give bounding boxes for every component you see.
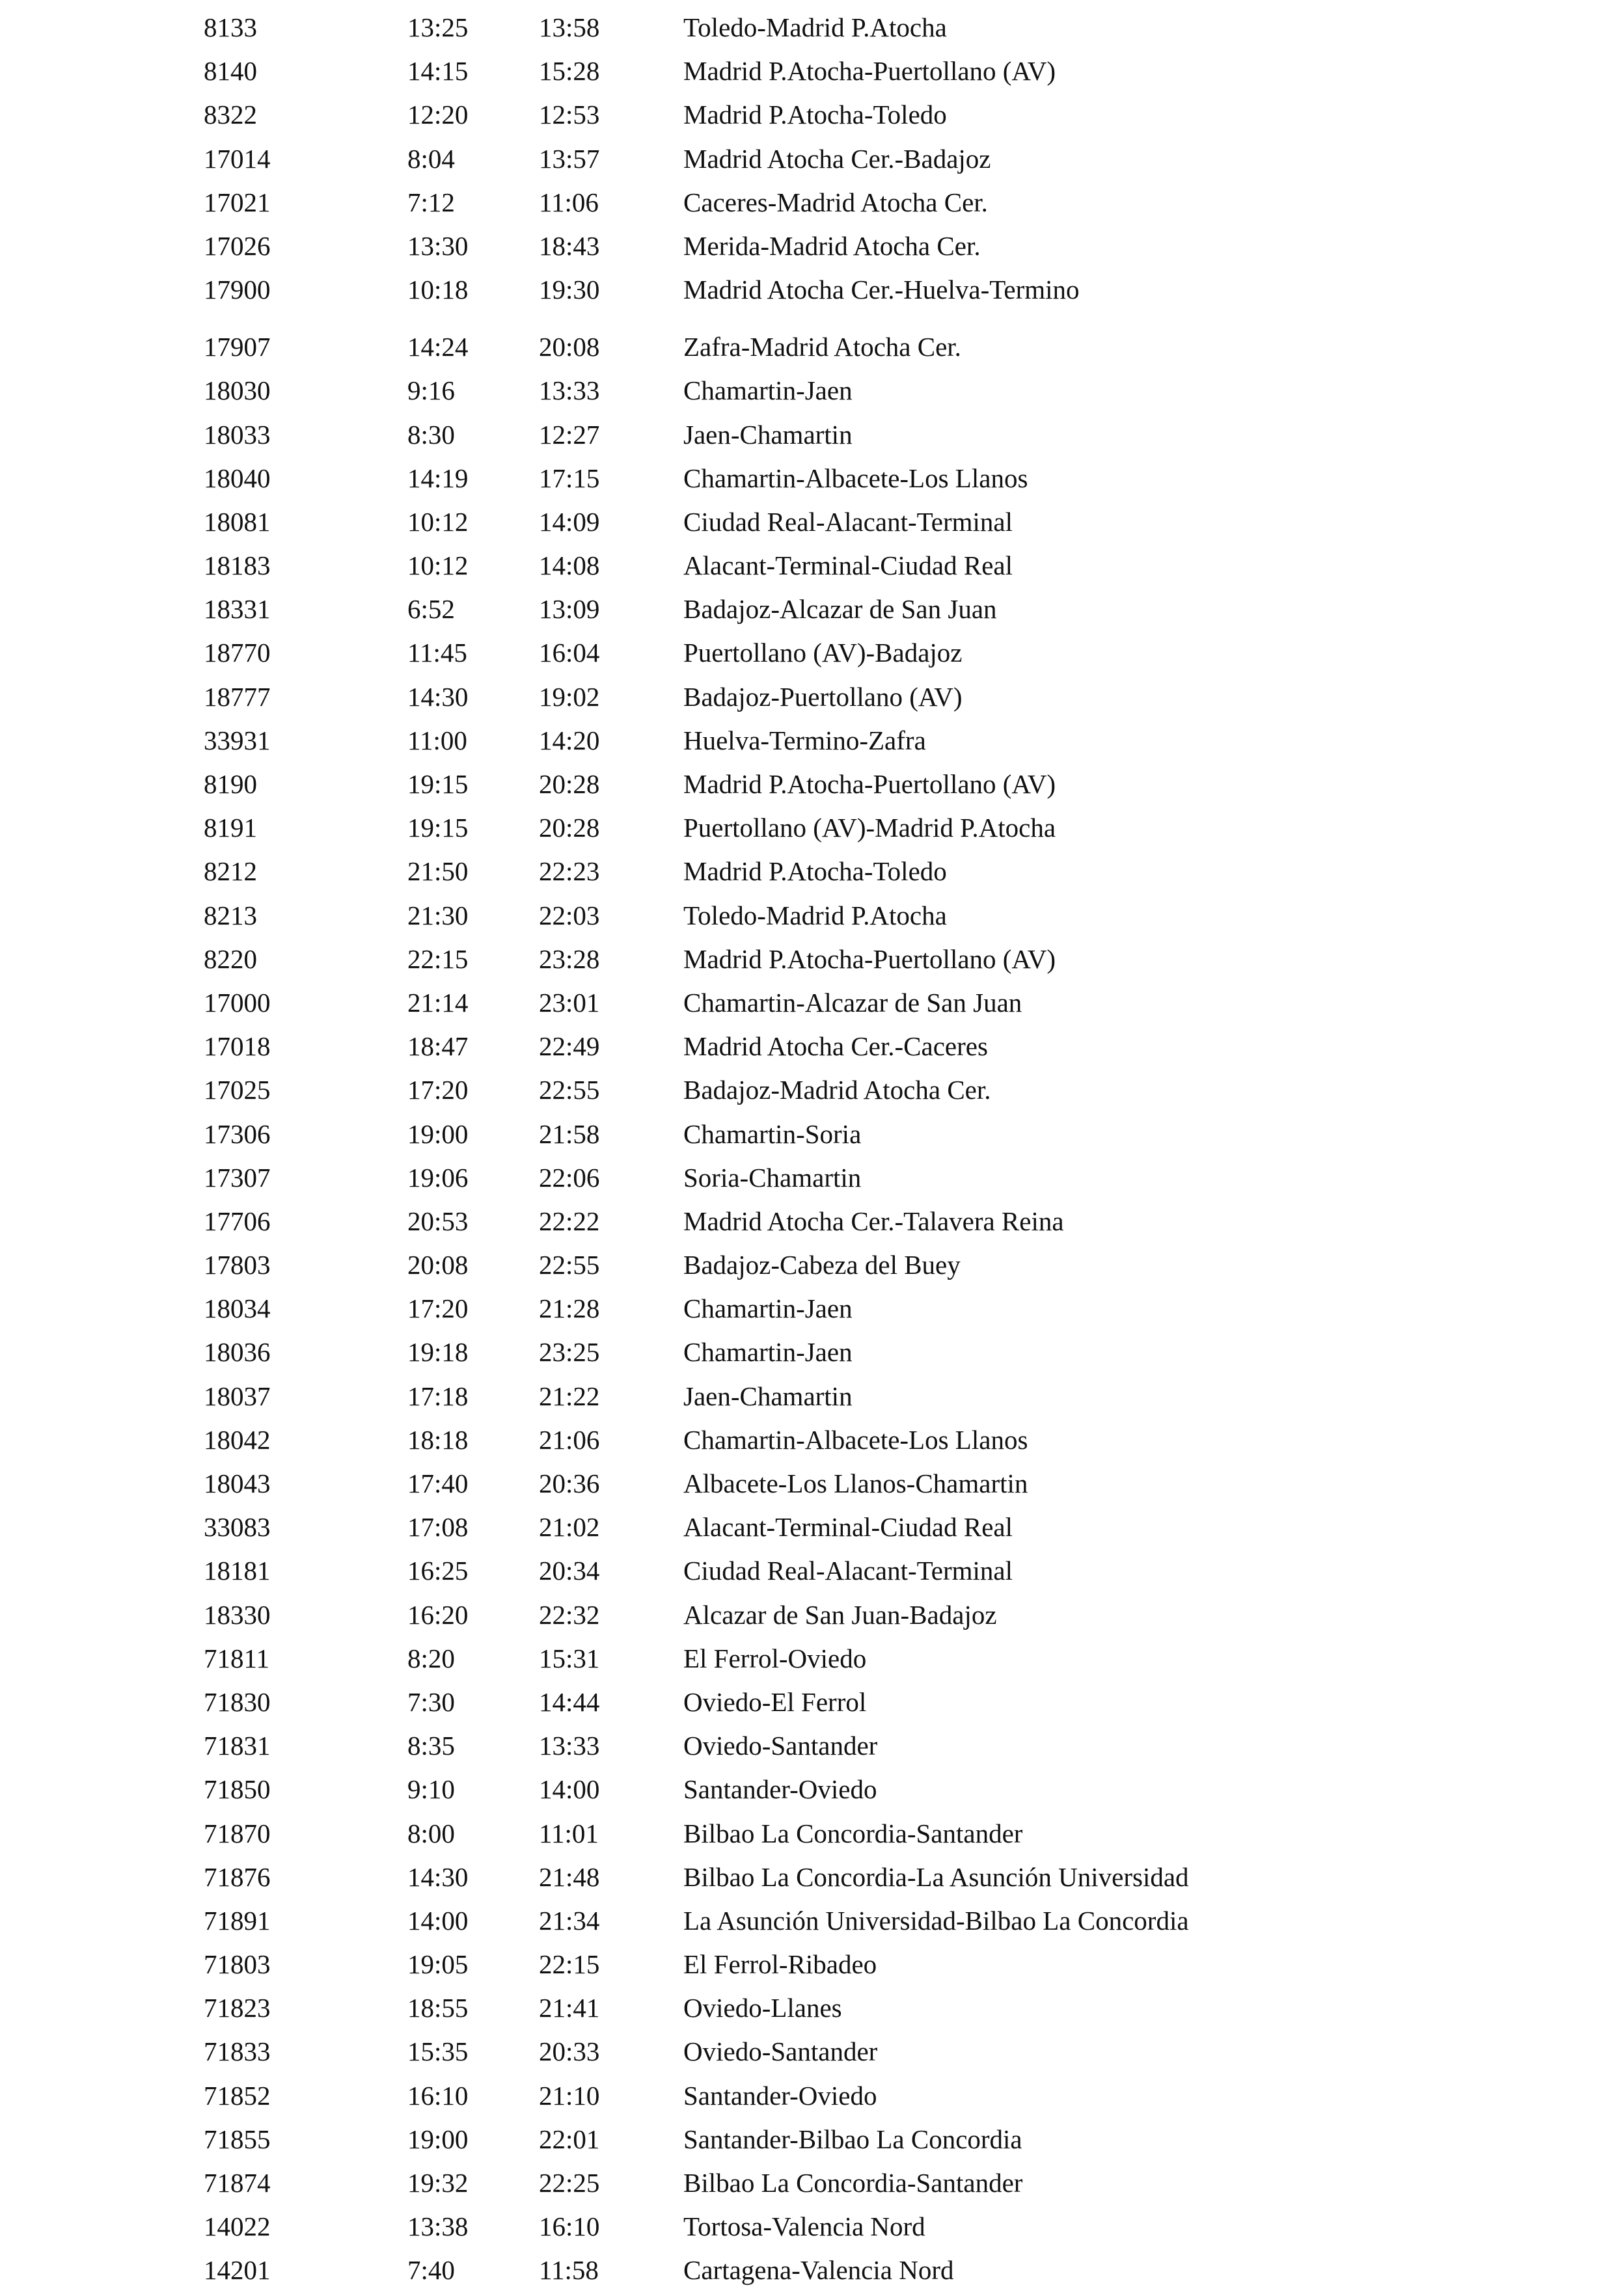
arrival-time-cell: 12:27 <box>539 419 600 450</box>
train-number-cell: 71874 <box>204 2168 271 2198</box>
table-row <box>0 1727 1614 1771</box>
route-cell: Chamartin-Jaen <box>683 1337 853 1368</box>
departure-time-cell: 17:20 <box>407 1293 469 1324</box>
arrival-time-cell: 20:36 <box>539 1468 600 1498</box>
arrival-time-cell: 20:08 <box>539 332 600 362</box>
train-number-cell: 17900 <box>204 275 271 305</box>
train-number-cell: 8213 <box>204 900 257 930</box>
departure-time-cell: 7:30 <box>407 1686 455 1717</box>
train-number-cell: 17026 <box>204 230 271 261</box>
departure-time-cell: 8:04 <box>407 143 455 174</box>
train-number-cell: 71811 <box>204 1643 269 1673</box>
departure-time-cell: 8:35 <box>407 1731 455 1761</box>
route-cell: Madrid Atocha Cer.-Talavera Reina <box>683 1206 1064 1236</box>
arrival-time-cell: 17:15 <box>539 463 600 493</box>
departure-time-cell: 17:20 <box>407 1075 469 1105</box>
arrival-time-cell: 11:01 <box>539 1818 599 1848</box>
route-cell: Chamartin-Soria <box>683 1118 862 1149</box>
departure-time-cell: 9:10 <box>407 1774 455 1805</box>
route-cell: Toledo-Madrid P.Atocha <box>683 12 947 42</box>
table-row <box>0 9 1614 53</box>
route-cell: Chamartin-Albacete-Los Llanos <box>683 1424 1028 1455</box>
table-row <box>0 1203 1614 1247</box>
departure-time-cell: 7:12 <box>407 187 455 217</box>
arrival-time-cell: 21:48 <box>539 1861 600 1892</box>
train-number-cell: 18042 <box>204 1424 271 1455</box>
train-number-cell: 18183 <box>204 550 271 581</box>
route-cell: Chamartin-Alcazar de San Juan <box>683 987 1022 1018</box>
arrival-time-cell: 14:44 <box>539 1686 600 1717</box>
table-row <box>0 1815 1614 1859</box>
departure-time-cell: 19:15 <box>407 769 469 799</box>
departure-time-cell: 17:40 <box>407 1468 469 1498</box>
arrival-time-cell: 18:43 <box>539 230 600 261</box>
arrival-time-cell: 22:55 <box>539 1250 600 1280</box>
train-number-cell: 8133 <box>204 12 257 42</box>
arrival-time-cell: 21:28 <box>539 1293 600 1324</box>
arrival-time-cell: 20:34 <box>539 1556 600 1586</box>
table-row <box>0 1072 1614 1115</box>
route-cell: Bilbao La Concordia-La Asunción Universidad <box>683 1861 1189 1892</box>
table-row <box>0 1334 1614 1377</box>
arrival-time-cell: 22:32 <box>539 1599 600 1630</box>
departure-time-cell: 14:19 <box>407 463 469 493</box>
table-row <box>0 809 1614 853</box>
departure-time-cell: 19:00 <box>407 2124 469 2154</box>
table-row <box>0 1422 1614 1465</box>
table-row <box>0 2165 1614 2208</box>
departure-time-cell: 19:00 <box>407 1118 469 1149</box>
table-row <box>0 1116 1614 1159</box>
departure-time-cell: 15:35 <box>407 2036 469 2067</box>
arrival-time-cell: 16:10 <box>539 2211 600 2242</box>
departure-time-cell: 17:08 <box>407 1512 469 1543</box>
arrival-time-cell: 22:01 <box>539 2124 600 2154</box>
train-number-cell: 18081 <box>204 506 271 537</box>
table-row <box>0 853 1614 897</box>
train-number-cell: 18030 <box>204 375 271 406</box>
train-number-cell: 18036 <box>204 1337 271 1368</box>
route-cell: Chamartin-Jaen <box>683 375 853 406</box>
arrival-time-cell: 22:06 <box>539 1162 600 1193</box>
departure-time-cell: 8:00 <box>407 1818 455 1848</box>
train-number-cell: 17018 <box>204 1031 271 1062</box>
departure-time-cell: 19:32 <box>407 2168 469 2198</box>
arrival-time-cell: 13:57 <box>539 143 600 174</box>
arrival-time-cell: 21:58 <box>539 1118 600 1149</box>
table-row <box>0 96 1614 140</box>
train-number-cell: 14201 <box>204 2255 271 2286</box>
train-number-cell: 18777 <box>204 681 271 712</box>
route-cell: Jaen-Chamartin <box>683 419 853 450</box>
table-row <box>0 766 1614 809</box>
train-number-cell: 18043 <box>204 1468 271 1498</box>
arrival-time-cell: 21:02 <box>539 1512 600 1543</box>
table-row <box>0 941 1614 984</box>
arrival-time-cell: 21:22 <box>539 1381 600 1411</box>
departure-time-cell: 16:25 <box>407 1556 469 1586</box>
table-row <box>0 1465 1614 1509</box>
route-cell: Ciudad Real-Alacant-Terminal <box>683 506 1013 537</box>
table-row <box>0 141 1614 184</box>
arrival-time-cell: 13:33 <box>539 375 600 406</box>
train-number-cell: 17306 <box>204 1118 271 1149</box>
arrival-time-cell: 22:22 <box>539 1206 600 1236</box>
route-cell: Badajoz-Madrid Atocha Cer. <box>683 1075 991 1105</box>
departure-time-cell: 19:18 <box>407 1337 469 1368</box>
table-row <box>0 679 1614 722</box>
train-number-cell: 18034 <box>204 1293 271 1324</box>
arrival-time-cell: 14:09 <box>539 506 600 537</box>
departure-time-cell: 20:53 <box>407 1206 469 1236</box>
departure-time-cell: 13:25 <box>407 12 469 42</box>
route-cell: Alacant-Terminal-Ciudad Real <box>683 1512 1013 1543</box>
arrival-time-cell: 22:25 <box>539 2168 600 2198</box>
departure-time-cell: 17:18 <box>407 1381 469 1411</box>
train-number-cell: 17907 <box>204 332 271 362</box>
train-number-cell: 14022 <box>204 2211 271 2242</box>
arrival-time-cell: 13:33 <box>539 1731 600 1761</box>
arrival-time-cell: 11:58 <box>539 2255 599 2286</box>
table-row <box>0 1247 1614 1290</box>
table-row <box>0 2033 1614 2077</box>
arrival-time-cell: 16:04 <box>539 638 600 668</box>
train-number-cell: 71855 <box>204 2124 271 2154</box>
departure-time-cell: 14:00 <box>407 1905 469 1936</box>
train-number-cell: 8140 <box>204 56 257 87</box>
route-cell: El Ferrol-Oviedo <box>683 1643 867 1673</box>
arrival-time-cell: 22:55 <box>539 1075 600 1105</box>
arrival-time-cell: 19:30 <box>539 275 600 305</box>
departure-time-cell: 11:45 <box>407 638 467 668</box>
train-number-cell: 71831 <box>204 1731 271 1761</box>
table-row <box>0 372 1614 416</box>
table-row <box>0 722 1614 766</box>
arrival-time-cell: 14:20 <box>539 725 600 755</box>
departure-time-cell: 18:55 <box>407 1993 469 2023</box>
departure-time-cell: 16:10 <box>407 2080 469 2111</box>
train-number-cell: 33931 <box>204 725 271 755</box>
route-cell: Toledo-Madrid P.Atocha <box>683 900 947 930</box>
departure-time-cell: 8:30 <box>407 419 455 450</box>
route-cell: Santander-Oviedo <box>683 1774 877 1805</box>
arrival-time-cell: 21:10 <box>539 2080 600 2111</box>
train-number-cell: 17014 <box>204 143 271 174</box>
route-cell: Oviedo-Santander <box>683 2036 878 2067</box>
route-cell: Merida-Madrid Atocha Cer. <box>683 230 981 261</box>
route-cell: Alcazar de San Juan-Badajoz <box>683 1599 997 1630</box>
train-number-cell: 71803 <box>204 1949 271 1980</box>
route-cell: Huelva-Termino-Zafra <box>683 725 926 755</box>
route-cell: Ciudad Real-Alacant-Terminal <box>683 1556 1013 1586</box>
departure-time-cell: 7:40 <box>407 2255 455 2286</box>
train-number-cell: 17706 <box>204 1206 271 1236</box>
arrival-time-cell: 20:33 <box>539 2036 600 2067</box>
train-number-cell: 71852 <box>204 2080 271 2111</box>
departure-time-cell: 11:00 <box>407 725 467 755</box>
route-cell: Caceres-Madrid Atocha Cer. <box>683 187 988 217</box>
arrival-time-cell: 13:58 <box>539 12 600 42</box>
train-number-cell: 8220 <box>204 943 257 974</box>
arrival-time-cell: 22:03 <box>539 900 600 930</box>
train-number-cell: 71850 <box>204 1774 271 1805</box>
departure-time-cell: 10:18 <box>407 275 469 305</box>
departure-time-cell: 10:12 <box>407 550 469 581</box>
arrival-time-cell: 21:41 <box>539 1993 600 2023</box>
departure-time-cell: 18:18 <box>407 1424 469 1455</box>
train-number-cell: 17000 <box>204 987 271 1018</box>
route-cell: Cartagena-Valencia Nord <box>683 2255 954 2286</box>
table-row <box>0 1990 1614 2033</box>
departure-time-cell: 14:30 <box>407 1861 469 1892</box>
train-number-cell: 18181 <box>204 1556 271 1586</box>
table-row <box>0 460 1614 504</box>
train-number-cell: 71823 <box>204 1993 271 2023</box>
train-number-cell: 17025 <box>204 1075 271 1105</box>
table-row <box>0 329 1614 372</box>
arrival-time-cell: 15:31 <box>539 1643 600 1673</box>
route-cell: Jaen-Chamartin <box>683 1381 853 1411</box>
route-cell: Madrid Atocha Cer.-Badajoz <box>683 143 991 174</box>
table-row <box>0 1640 1614 1684</box>
departure-time-cell: 14:15 <box>407 56 469 87</box>
table-row <box>0 1597 1614 1640</box>
arrival-time-cell: 14:00 <box>539 1774 600 1805</box>
route-cell: Badajoz-Cabeza del Buey <box>683 1250 961 1280</box>
arrival-time-cell: 19:02 <box>539 681 600 712</box>
train-number-cell: 71891 <box>204 1905 271 1936</box>
train-number-cell: 8322 <box>204 100 257 130</box>
route-cell: Puertollano (AV)-Madrid P.Atocha <box>683 813 1056 843</box>
departure-time-cell: 22:15 <box>407 943 469 974</box>
departure-time-cell: 21:50 <box>407 856 469 887</box>
departure-time-cell: 14:30 <box>407 681 469 712</box>
departure-time-cell: 6:52 <box>407 594 455 625</box>
table-row <box>0 1028 1614 1072</box>
table-row <box>0 228 1614 271</box>
route-cell: Bilbao La Concordia-Santander <box>683 2168 1023 2198</box>
route-cell: Alacant-Terminal-Ciudad Real <box>683 550 1013 581</box>
table-row <box>0 2208 1614 2252</box>
table-row <box>0 1290 1614 1334</box>
train-number-cell: 8212 <box>204 856 257 887</box>
table-row <box>0 984 1614 1028</box>
table-row <box>0 634 1614 678</box>
table-row <box>0 1946 1614 1990</box>
arrival-time-cell: 22:23 <box>539 856 600 887</box>
route-cell: El Ferrol-Ribadeo <box>683 1949 877 1980</box>
route-cell: Oviedo-Llanes <box>683 1993 842 2023</box>
train-number-cell: 18033 <box>204 419 271 450</box>
route-cell: Madrid P.Atocha-Puertollano (AV) <box>683 56 1056 87</box>
route-cell: Oviedo-Santander <box>683 1731 878 1761</box>
route-cell: Madrid Atocha Cer.-Caceres <box>683 1031 988 1062</box>
route-cell: Madrid P.Atocha-Puertollano (AV) <box>683 943 1056 974</box>
train-number-cell: 8190 <box>204 769 257 799</box>
table-row <box>0 897 1614 941</box>
table-row <box>0 1859 1614 1902</box>
arrival-time-cell: 21:06 <box>539 1424 600 1455</box>
train-number-cell: 71876 <box>204 1861 271 1892</box>
departure-time-cell: 21:14 <box>407 987 469 1018</box>
arrival-time-cell: 15:28 <box>539 56 600 87</box>
table-row <box>0 1378 1614 1422</box>
train-number-cell: 17021 <box>204 187 271 217</box>
table-row <box>0 2252 1614 2295</box>
route-cell: Tortosa-Valencia Nord <box>683 2211 925 2242</box>
table-row <box>0 1552 1614 1596</box>
train-number-cell: 18040 <box>204 463 271 493</box>
train-number-cell: 18331 <box>204 594 271 625</box>
train-number-cell: 17307 <box>204 1162 271 1193</box>
table-row <box>0 1509 1614 1552</box>
table-row <box>0 1684 1614 1727</box>
departure-time-cell: 20:08 <box>407 1250 469 1280</box>
train-number-cell: 18770 <box>204 638 271 668</box>
departure-time-cell: 19:05 <box>407 1949 469 1980</box>
train-number-cell: 18330 <box>204 1599 271 1630</box>
departure-time-cell: 9:16 <box>407 375 455 406</box>
departure-time-cell: 14:24 <box>407 332 469 362</box>
departure-time-cell: 12:20 <box>407 100 469 130</box>
train-number-cell: 33083 <box>204 1512 271 1543</box>
route-cell: Oviedo-El Ferrol <box>683 1686 867 1717</box>
route-cell: Bilbao La Concordia-Santander <box>683 1818 1023 1848</box>
train-number-cell: 8191 <box>204 813 257 843</box>
arrival-time-cell: 20:28 <box>539 813 600 843</box>
route-cell: Madrid P.Atocha-Toledo <box>683 100 947 130</box>
route-cell: Soria-Chamartin <box>683 1162 862 1193</box>
train-number-cell: 71833 <box>204 2036 271 2067</box>
table-row <box>0 2077 1614 2121</box>
route-cell: Badajoz-Alcazar de San Juan <box>683 594 997 625</box>
route-cell: Chamartin-Jaen <box>683 1293 853 1324</box>
table-row <box>0 1159 1614 1203</box>
departure-time-cell: 13:30 <box>407 230 469 261</box>
table-row <box>0 1902 1614 1946</box>
route-cell: Santander-Oviedo <box>683 2080 877 2111</box>
arrival-time-cell: 22:49 <box>539 1031 600 1062</box>
train-number-cell: 71870 <box>204 1818 271 1848</box>
train-number-cell: 17803 <box>204 1250 271 1280</box>
arrival-time-cell: 13:09 <box>539 594 600 625</box>
train-number-cell: 18037 <box>204 1381 271 1411</box>
departure-time-cell: 18:47 <box>407 1031 469 1062</box>
departure-time-cell: 10:12 <box>407 506 469 537</box>
table-row <box>0 2121 1614 2165</box>
arrival-time-cell: 21:34 <box>539 1905 600 1936</box>
departure-time-cell: 21:30 <box>407 900 469 930</box>
arrival-time-cell: 11:06 <box>539 187 599 217</box>
table-row <box>0 547 1614 591</box>
route-cell: La Asunción Universidad-Bilbao La Concordia <box>683 1905 1189 1936</box>
arrival-time-cell: 20:28 <box>539 769 600 799</box>
route-cell: Badajoz-Puertollano (AV) <box>683 681 963 712</box>
route-cell: Santander-Bilbao La Concordia <box>683 2124 1022 2154</box>
table-row <box>0 184 1614 228</box>
table-row <box>0 271 1614 329</box>
train-number-cell: 71830 <box>204 1686 271 1717</box>
route-cell: Madrid P.Atocha-Puertollano (AV) <box>683 769 1056 799</box>
arrival-time-cell: 23:25 <box>539 1337 600 1368</box>
table-row <box>0 1771 1614 1815</box>
departure-time-cell: 19:06 <box>407 1162 469 1193</box>
route-cell: Chamartin-Albacete-Los Llanos <box>683 463 1028 493</box>
table-row <box>0 504 1614 547</box>
route-cell: Madrid Atocha Cer.-Huelva-Termino <box>683 275 1080 305</box>
arrival-time-cell: 22:15 <box>539 1949 600 1980</box>
arrival-time-cell: 23:01 <box>539 987 600 1018</box>
route-cell: Albacete-Los Llanos-Chamartin <box>683 1468 1028 1498</box>
table-row <box>0 591 1614 634</box>
route-cell: Puertollano (AV)-Badajoz <box>683 638 963 668</box>
departure-time-cell: 8:20 <box>407 1643 455 1673</box>
departure-time-cell: 19:15 <box>407 813 469 843</box>
arrival-time-cell: 12:53 <box>539 100 600 130</box>
arrival-time-cell: 14:08 <box>539 550 600 581</box>
table-row <box>0 53 1614 96</box>
arrival-time-cell: 23:28 <box>539 943 600 974</box>
table-row <box>0 416 1614 460</box>
departure-time-cell: 16:20 <box>407 1599 469 1630</box>
route-cell: Madrid P.Atocha-Toledo <box>683 856 947 887</box>
departure-time-cell: 13:38 <box>407 2211 469 2242</box>
route-cell: Zafra-Madrid Atocha Cer. <box>683 332 961 362</box>
train-schedule-table <box>0 9 1614 2296</box>
